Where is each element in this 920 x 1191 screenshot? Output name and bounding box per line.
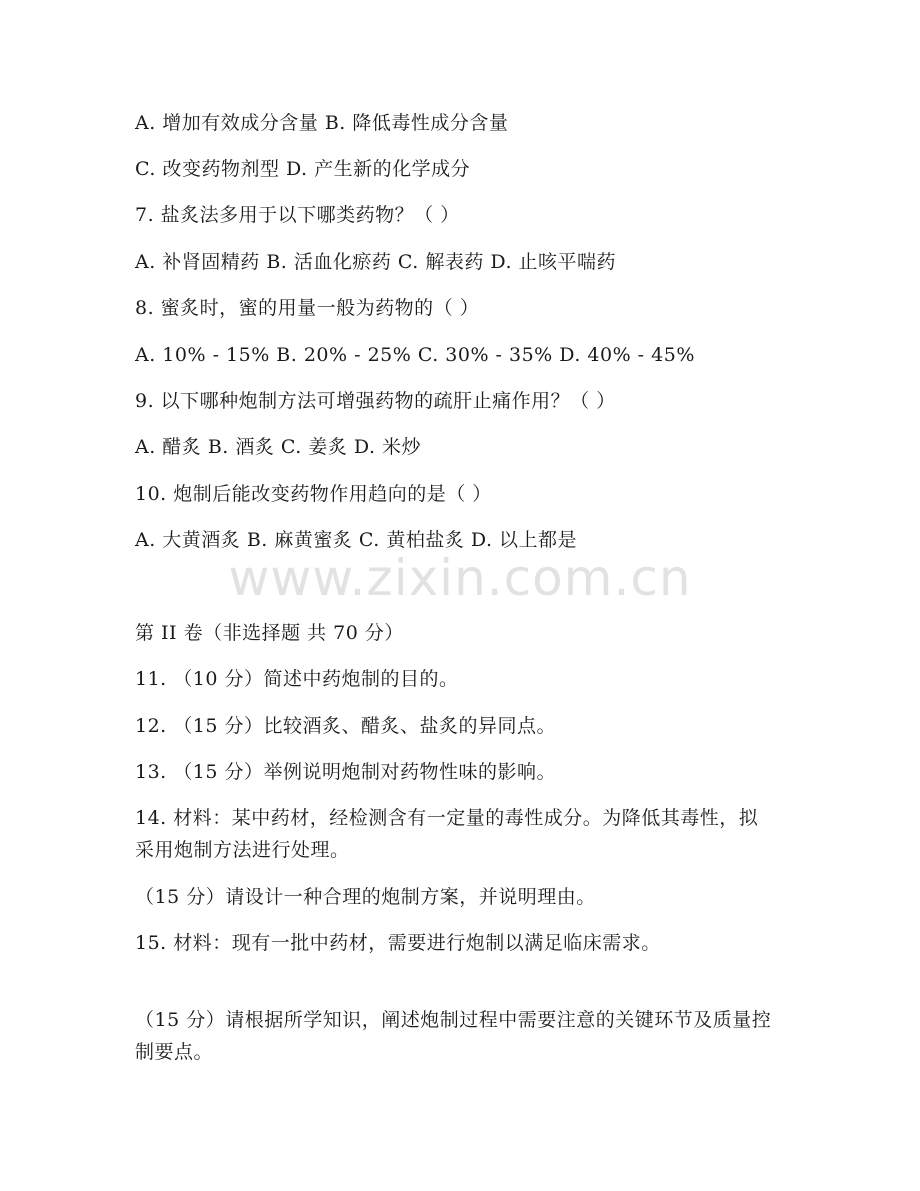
q6-options-cd: C. 改变药物剂型 D. 产生新的化学成分 — [135, 158, 471, 180]
q6-options-ab: A. 增加有效成分含量 B. 降低毒性成分含量 — [135, 112, 509, 134]
watermark: www.zixin.com.cn — [228, 549, 692, 607]
section-title: 第 II 卷（非选择题 共 70 分） — [135, 622, 404, 644]
question-7: 7. 盐炙法多用于以下哪类药物？（ ） — [135, 204, 460, 226]
q7-options: A. 补肾固精药 B. 活血化瘀药 C. 解表药 D. 止咳平喘药 — [135, 251, 617, 273]
q10-options: A. 大黄酒炙 B. 麻黄蜜炙 C. 黄柏盐炙 D. 以上都是 — [135, 529, 578, 551]
question-9: 9. 以下哪种炮制方法可增强药物的疏肝止痛作用？（ ） — [135, 390, 616, 412]
question-15-task: （15 分）请根据所学知识，阐述炮制过程中需要注意的关键环节及质量控制要点。 — [135, 1009, 772, 1063]
question-14-task: （15 分）请设计一种合理的炮制方案，并说明理由。 — [135, 886, 596, 908]
question-8: 8. 蜜炙时，蜜的用量一般为药物的（ ） — [135, 297, 480, 319]
question-15: 15. 材料：现有一批中药材，需要进行炮制以满足临床需求。 — [135, 932, 661, 954]
question-11: 11. （10 分）简述中药炮制的目的。 — [135, 668, 459, 690]
question-14: 14. 材料：某中药材，经检测含有一定量的毒性成分。为降低其毒性，拟采用炮制方法进行处理。 — [135, 807, 759, 861]
q8-options: A. 10% - 15% B. 20% - 25% C. 30% - 35% D. 40% - 45% — [135, 344, 695, 366]
q9-options: A. 醋炙 B. 酒炙 C. 姜炙 D. 米炒 — [135, 436, 422, 458]
question-12: 12. （15 分）比较酒炙、醋炙、盐炙的异同点。 — [135, 715, 556, 737]
question-13: 13. （15 分）举例说明炮制对药物性味的影响。 — [135, 761, 556, 783]
question-10: 10. 炮制后能改变药物作用趋向的是（ ） — [135, 483, 492, 505]
